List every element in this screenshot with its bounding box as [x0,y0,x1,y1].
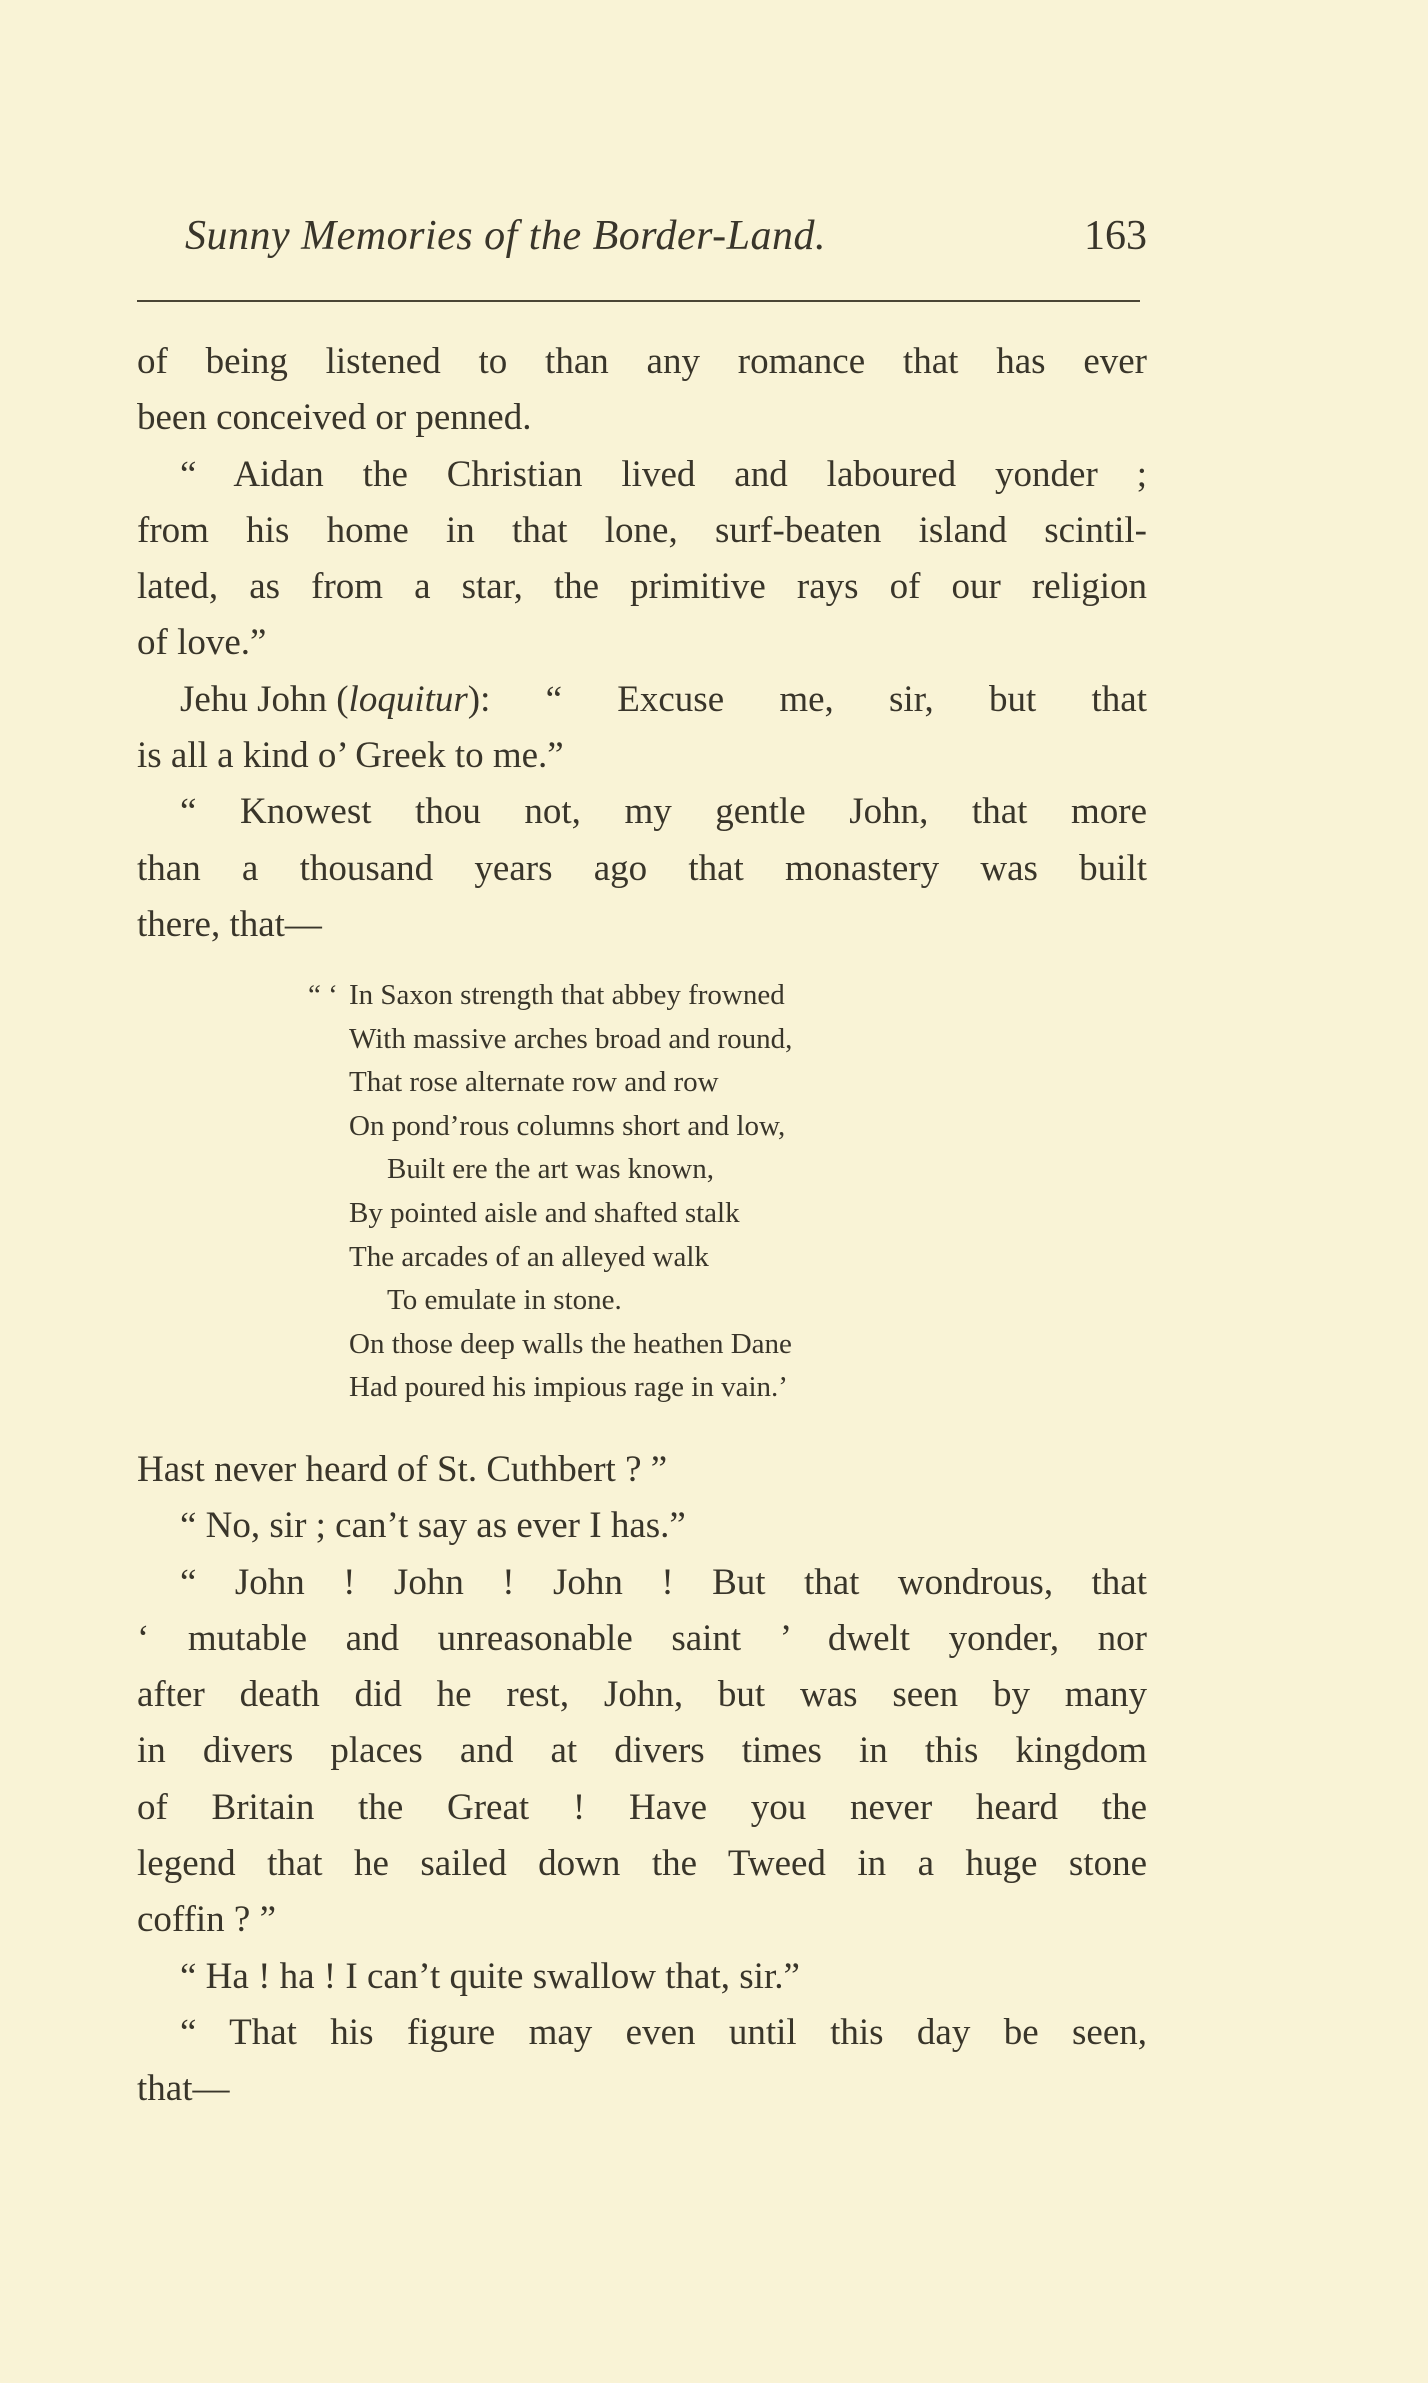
prose-block-2 [137,1442,1147,2118]
text-line: of love.” [137,622,267,664]
text-line: that— [137,2068,230,2110]
header-rule [137,300,1140,302]
text-line: “ That his figure may even until this day be seen, [180,2011,1147,2053]
open-quote: “ ‘ [308,979,338,1011]
prose-block-1 [137,334,1147,953]
header-title: Sunny Memories of the Border-Land. [185,213,827,259]
poem-line: Built ere the art was known, [387,1153,714,1186]
poem-line: Had poured his impious rage in vain.’ [349,1371,788,1404]
poem-line: In Saxon strength that abbey frowned [349,979,785,1011]
page-number: 163 [1084,213,1147,259]
poem-line: The arcades of an alleyed walk [349,1240,709,1273]
poem-line: By pointed aisle and shafted stalk [349,1196,740,1229]
text-line: been conceived or penned. [137,397,532,439]
text-segment: ): “ Excuse me, sir, but that [467,678,1147,720]
text-line: of Britain the Great ! Have you never heard the [137,1786,1147,1828]
text-line: than a thousand years ago that monastery was built [137,847,1147,889]
text-line: coffin ? ” [137,1899,277,1941]
poem-quotation [308,974,1008,1410]
poem-line: On those deep walls the heathen Dane [349,1327,792,1360]
text-line: of being listened to than any romance that has ever [137,341,1147,382]
text-line: is all a kind o’ Greek to me.” [137,735,564,777]
italic-word: loquitur [348,678,468,720]
text-segment: Jehu John ( [180,678,349,720]
text-line: “ Aidan the Christian lived and laboured yonder ; [180,453,1147,495]
text-line: “ John ! John ! John ! But that wondrous, that [180,1561,1147,1603]
text-line: “ No, sir ; can’t say as ever I has.” [180,1505,686,1547]
poem-line: That rose alternate row and row [349,1066,719,1099]
poem-line: To emulate in stone. [387,1284,622,1317]
text-line: legend that he sailed down the Tweed in a huge stone [137,1843,1147,1885]
text-line [137,672,1147,728]
poem-line: With massive arches broad and round, [349,1022,793,1055]
text-line: ‘ mutable and unreasonable saint ’ dwelt yonder, nor [137,1617,1147,1659]
text-line: from his home in that lone, surf-beaten island scintil- [137,509,1147,551]
text-line: “ Knowest thou not, my gentle John, that more [180,791,1147,833]
text-line: lated, as from a star, the primitive rays of our religion [137,566,1147,608]
text-line: Hast never heard of St. Cuthbert ? ” [137,1449,668,1490]
poem-line: On pond’rous columns short and low, [349,1109,786,1142]
text-line: in divers places and at divers times in this kingdom [137,1730,1147,1772]
text-line: “ Ha ! ha ! I can’t quite swallow that, sir.” [180,1955,800,1997]
text-line: there, that— [137,903,322,945]
text-line: after death did he rest, John, but was seen by many [137,1674,1147,1716]
